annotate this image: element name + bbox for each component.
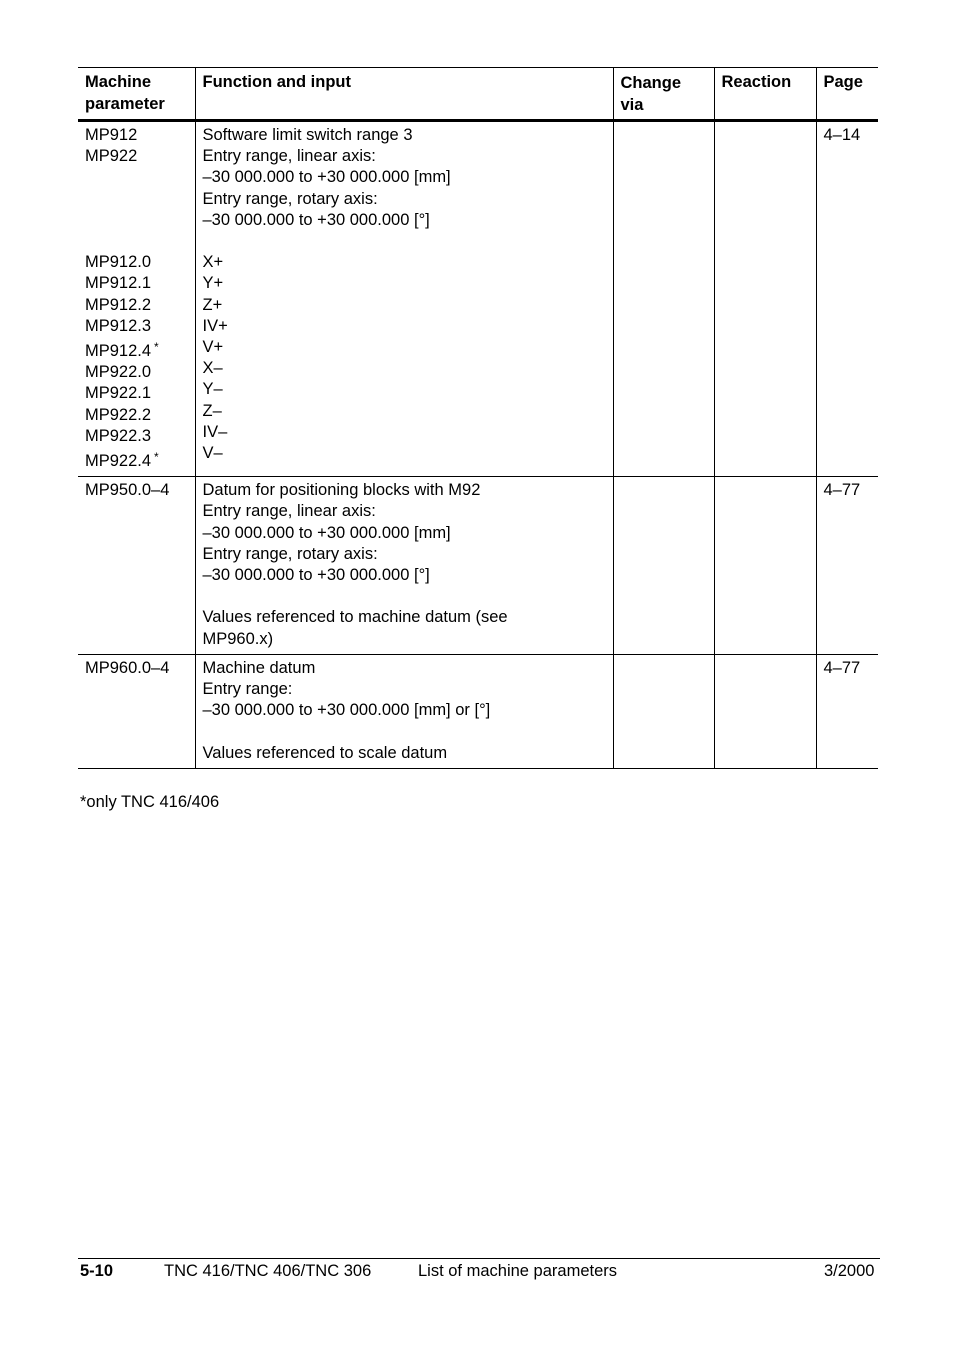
table-header-row xyxy=(78,68,878,121)
table-row xyxy=(78,121,878,477)
sub-param-id: MP912.2 xyxy=(85,295,152,314)
param-id: MP960.0–4 xyxy=(85,658,170,677)
axis-label: X+ xyxy=(202,253,224,272)
param-cell xyxy=(78,477,195,655)
table-row xyxy=(78,477,878,655)
header-page: Page xyxy=(816,68,878,121)
param-id: MP922 xyxy=(85,147,138,166)
sub-param-id: MP922.3 xyxy=(85,426,152,445)
footer-model: TNC 416/TNC 406/TNC 306 xyxy=(164,1262,372,1280)
machine-parameter-table xyxy=(78,67,878,769)
header-reaction: Reaction xyxy=(714,68,816,121)
axis-label: IV+ xyxy=(202,316,228,335)
sub-param-id: MP922.2 xyxy=(85,405,152,424)
function-cell: Machine datum Entry range: –30 000.000 to +30 000.000 [mm] or [°] Values referenced to scale datum xyxy=(195,654,613,768)
footer-title: List of machine parameters xyxy=(418,1262,618,1280)
page-cell: 4–77 xyxy=(816,477,878,655)
param-id: MP950.0–4 xyxy=(85,481,170,500)
function-cell: Datum for positioning blocks with M92 Entry range, linear axis: –30 000.000 to +30 000.000 [mm] Entry range, rotary axis: –30 000.000 to +30 000.000 [°] Values referenced to machine datum (see MP960.x) xyxy=(195,477,613,655)
reaction-cell xyxy=(714,477,816,655)
param-cell xyxy=(78,654,195,768)
sub-param-id: MP922.4 * xyxy=(85,449,159,470)
axis-label: Z– xyxy=(202,401,222,420)
function-cell: Software limit switch range 3 Entry range, linear axis: –30 000.000 to +30 000.000 [mm] Entry range, rotary axis: –30 000.000 to +30 000.000 [°] X+ Y+ Z+ IV+ V+ X– Y– Z– IV– V– xyxy=(195,121,613,477)
axis-label: IV– xyxy=(202,422,228,441)
table-row xyxy=(78,654,878,768)
axis-label: Y+ xyxy=(202,274,224,293)
change-via-cell xyxy=(613,654,714,768)
page-cell: 4–77 xyxy=(816,654,878,768)
axis-label: X– xyxy=(202,359,223,378)
sub-param-id: MP912.0 xyxy=(85,253,152,272)
header-change-via: Change via xyxy=(613,68,714,121)
axis-label: V+ xyxy=(202,338,224,357)
axis-label: Y– xyxy=(202,380,223,399)
page-cell: 4–14 xyxy=(816,121,878,477)
param-cell xyxy=(78,121,195,477)
reaction-cell xyxy=(714,654,816,768)
sub-param-id: MP912.1 xyxy=(85,274,152,293)
footer-page-number: 5-10 xyxy=(80,1262,114,1280)
axis-label: V– xyxy=(202,444,223,463)
sub-param-id: MP922.0 xyxy=(85,363,152,382)
header-machine-parameter: Machine parameter xyxy=(78,68,195,121)
footnote: *only TNC 416/406 xyxy=(80,793,220,811)
footnote-marker: * xyxy=(154,449,159,464)
param-id: MP912 xyxy=(85,126,138,144)
footnote-marker: * xyxy=(154,339,159,354)
axis-label: Z+ xyxy=(202,295,223,314)
footer-date: 3/2000 xyxy=(824,1262,875,1280)
header-function-and-input: Function and input xyxy=(195,68,613,121)
sub-param-id: MP912.4 * xyxy=(85,339,159,360)
change-via-cell xyxy=(613,121,714,477)
change-via-cell xyxy=(613,477,714,655)
reaction-cell xyxy=(714,121,816,477)
sub-param-id: MP912.3 xyxy=(85,316,152,335)
sub-param-id: MP922.1 xyxy=(85,384,152,403)
footer-divider xyxy=(78,1258,880,1259)
